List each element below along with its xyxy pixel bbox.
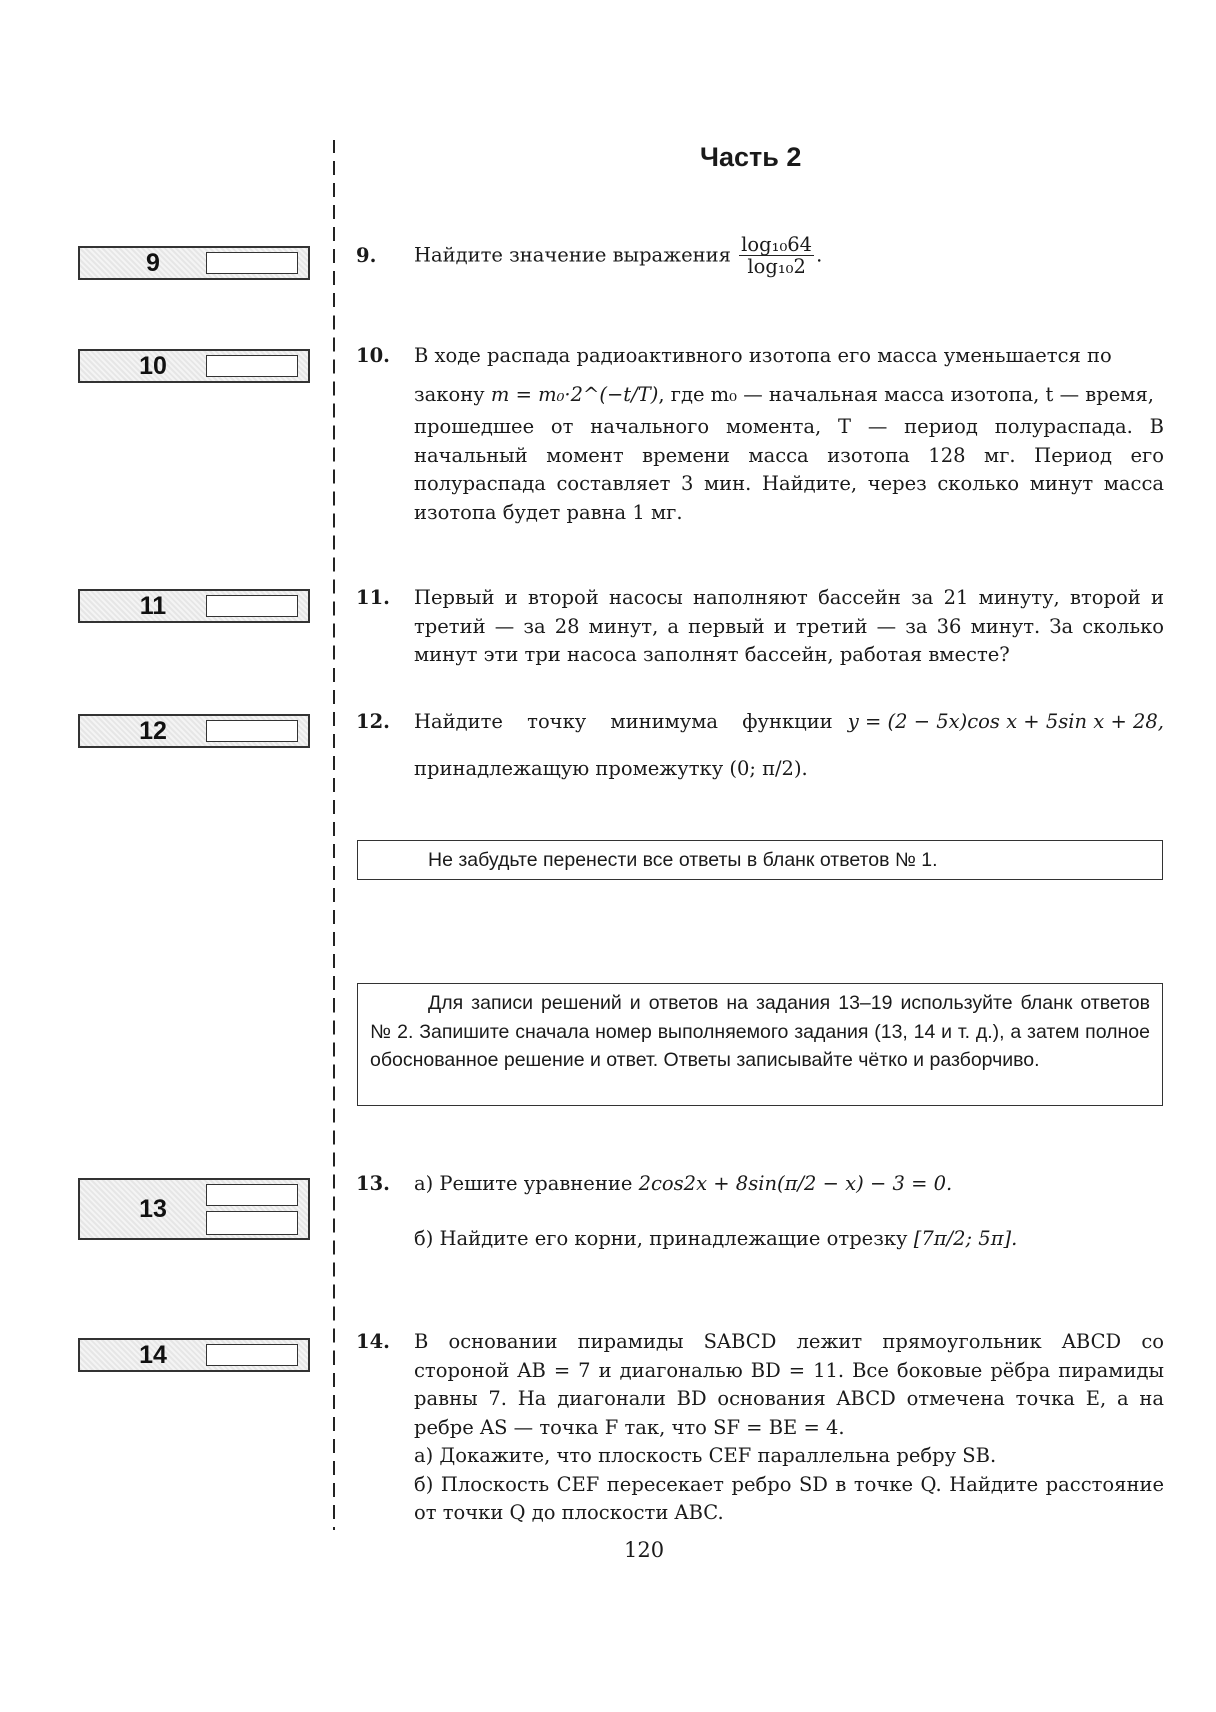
notice-text: Для записи решений и ответов на задания 13–19 используйте бланк ответов № 2. Запишите сначала номер выполняемого задания (13, 14 и т. д.), а затем полное обоснованное решение и ответ. Ответы записывайте чётко и разборчиво. xyxy=(370,992,1150,1071)
task-text: Найдите значение выражения xyxy=(414,243,731,267)
interval: (0; π/2). xyxy=(729,756,808,780)
task-text: Первый и второй насосы наполняют бассейн за 21 минуту, второй и третий — за 28 минут, а первый и третий — за 36 минут. За сколько минут эти три насоса заполнят бассейн, работая вместе? xyxy=(414,586,1164,666)
answer-field[interactable] xyxy=(206,595,298,617)
answer-box-14 xyxy=(78,1338,310,1372)
notice-transfer-answers: Не забудьте перенести все ответы в бланк ответов № 1. xyxy=(357,840,1163,880)
task-12 xyxy=(356,708,1164,783)
equation: 2cos2x + 8sin(π/2 − x) − 3 = 0. xyxy=(638,1172,953,1195)
answer-box-9 xyxy=(78,246,310,280)
task-text: В основании пирамиды SABCD лежит прямоугольник ABCD со стороной AB = 7 и диагональю BD = 11. Все боковые рёбра пирамиды равны 7. На диагонали BD основания ABCD отмечена точка E, а на ребре AS — точка F так, что SF = BE = 4. xyxy=(414,1330,1164,1439)
segment: [7π/2; 5π]. xyxy=(913,1226,1018,1250)
answer-box-number: 14 xyxy=(139,1340,167,1369)
fraction-numerator: log₁₀64 xyxy=(741,233,813,256)
task-number: 10. xyxy=(356,344,390,367)
answer-field[interactable] xyxy=(206,1344,298,1366)
answer-box-11 xyxy=(78,589,310,623)
answer-box-number: 12 xyxy=(139,716,167,745)
notice-solutions-instructions xyxy=(357,983,1163,1106)
answer-field[interactable] xyxy=(206,355,298,377)
task-text: прошедшее от начального момента, T — период полураспада. В начальный момент времени масса изотопа 128 мг. Период его полураспада составляет 3 мин. Найдите, через сколько минут масса изотопа будет равна 1 мг. xyxy=(414,415,1164,524)
task-text: закону xyxy=(414,382,485,406)
task-number: 12. xyxy=(356,710,390,733)
answer-box-10 xyxy=(78,349,310,383)
page-title: Часть 2 xyxy=(700,142,802,172)
task-part-b: б) Найдите его корни, принадлежащие отрезку xyxy=(414,1226,908,1250)
answer-box-number: 13 xyxy=(139,1194,167,1223)
task-text-line: В ходе распада радиоактивного изотопа его масса уменьшается по xyxy=(414,344,1112,367)
task-number: 13. xyxy=(356,1172,390,1195)
task-9 xyxy=(356,234,1164,278)
task-13 xyxy=(356,1170,1164,1253)
answer-field[interactable] xyxy=(206,252,298,274)
fraction xyxy=(739,234,814,278)
page-number: 120 xyxy=(624,1538,665,1562)
task-part-a: а) Решите уравнение xyxy=(414,1172,633,1195)
answer-field[interactable] xyxy=(206,720,298,742)
task-11 xyxy=(356,584,1164,670)
punctuation: . xyxy=(816,243,823,267)
task-text: принадлежащую промежутку xyxy=(414,756,724,780)
task-number: 9. xyxy=(356,244,377,267)
answer-box-number: 9 xyxy=(146,248,160,277)
answer-box-number: 11 xyxy=(139,591,167,620)
answer-field-a[interactable] xyxy=(206,1184,298,1206)
task-part-a: а) Докажите, что плоскость CEF параллельна ребру SB. xyxy=(414,1444,997,1467)
formula: m = m₀·2^(−t/T) xyxy=(490,382,659,406)
task-10 xyxy=(356,342,1164,527)
cut-line-divider xyxy=(333,140,335,1530)
formula: y = (2 − 5x)cos x + 5sin x + 28, xyxy=(847,710,1164,733)
task-text: Найдите точку минимума функции xyxy=(414,710,833,733)
task-14 xyxy=(356,1328,1164,1528)
task-formula-line xyxy=(414,381,1164,410)
task-part-b: б) Плоскость CEF пересекает ребро SD в точке Q. Найдите расстояние от точки Q до плоскости ABC. xyxy=(414,1472,1164,1524)
task-text: , где m₀ — начальная масса изотопа, t — время, xyxy=(658,382,1154,406)
answer-box-number: 10 xyxy=(139,351,167,380)
answer-box-13 xyxy=(78,1178,310,1240)
answer-field-b[interactable] xyxy=(206,1211,298,1235)
task-number: 11. xyxy=(356,586,390,609)
fraction-denominator: log₁₀2 xyxy=(747,255,806,279)
answer-box-12 xyxy=(78,714,310,748)
task-number: 14. xyxy=(356,1330,390,1353)
